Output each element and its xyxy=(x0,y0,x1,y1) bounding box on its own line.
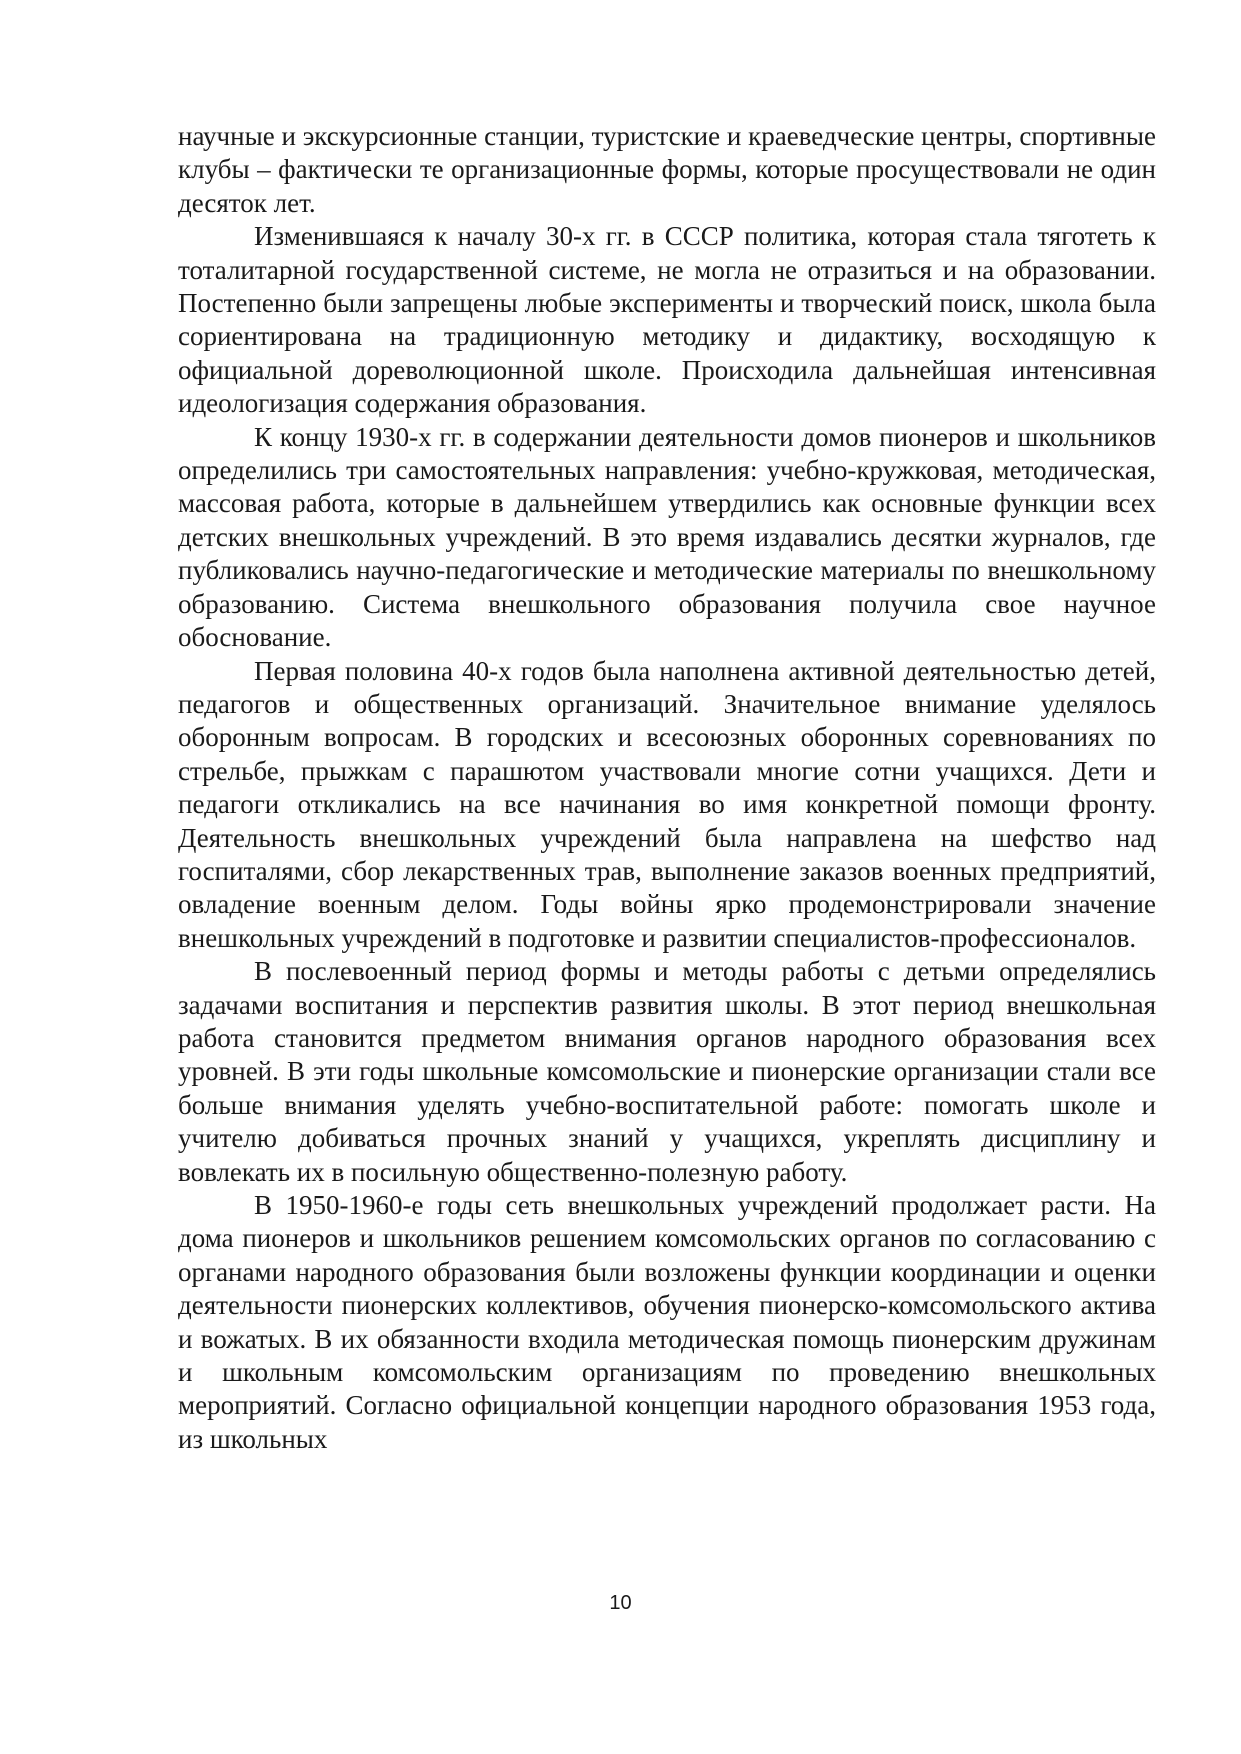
paragraph: Первая половина 40-х годов была наполнена активной деятельностью детей, педагогов и общественных организаций. Значительное внимание уделялось оборонным вопросам. В городских и всесоюзных оборонных соревнованиях по стрельбе, прыжкам с парашютом участвовали многие сотни учащихся. Дети и педагоги откликались на все начинания во имя конкретной помощи фронту. Деятельность внешкольных учреждений была направлена на шефство над госпиталями, сбор лекарственных трав, выполнение заказов военных предприятий, овладение военным делом. Годы войны ярко продемонстрировали значение внешкольных учреждений в подготовке и развитии специалистов-профессионалов. xyxy=(178,655,1156,953)
paragraph: В послевоенный период формы и методы работы с детьми определялись задачами воспитания и перспектив развития школы. В этот период внешкольная работа становится предметом внимания органов народного образования всех уровней. В эти годы школьные комсомольские и пионерские организации стали все больше внимания уделять учебно-воспитательной работе: помогать школе и учителю добиваться прочных знаний у учащихся, укреплять дисциплину и вовлекать их в посильную общественно-полезную работу. xyxy=(178,956,1156,1187)
document-body xyxy=(178,120,1156,1456)
page-number: 10 xyxy=(609,1592,632,1614)
paragraph: В 1950-1960-е годы сеть внешкольных учреждений продолжает расти. На дома пионеров и школьников решением комсомольских органов по согласованию с органами народного образования были возложены функции координации и оценки деятельности пионерских коллективов, обучения пионерско-комсомольского актива и вожатых. В их обязанности входила методическая помощь пионерским дружинам и школьным комсомольским организациям по проведению внешкольных мероприятий. Согласно официальной концепции народного образования 1953 года, из школьных xyxy=(178,1190,1156,1454)
paragraph: научные и экскурсионные станции, туристские и краеведческие центры, спортивные клубы – фактически те организационные формы, которые просуществовали не один десяток лет. xyxy=(178,121,1156,218)
paragraph: Изменившаяся к началу 30-х гг. в СССР политика, которая стала тяготеть к тоталитарной государственной системе, не могла не отразиться и на образовании. Постепенно были запрещены любые эксперименты и творческий поиск, школа была сориентирована на традиционную методику и дидактику, восходящую к официальной дореволюционной школе. Происходила дальнейшая интенсивная идеологизация содержания образования. xyxy=(178,221,1156,419)
paragraph: К концу 1930-х гг. в содержании деятельности домов пионеров и школьников определились три самостоятельных направления: учебно-кружковая, методическая, массовая работа, которые в дальнейшем утвердились как основные функции всех детских внешкольных учреждений. В это время издавались десятки журналов, где публиковались научно-педагогические и методические материалы по внешкольному образованию. Система внешкольного образования получила свое научное обоснование. xyxy=(178,421,1156,653)
